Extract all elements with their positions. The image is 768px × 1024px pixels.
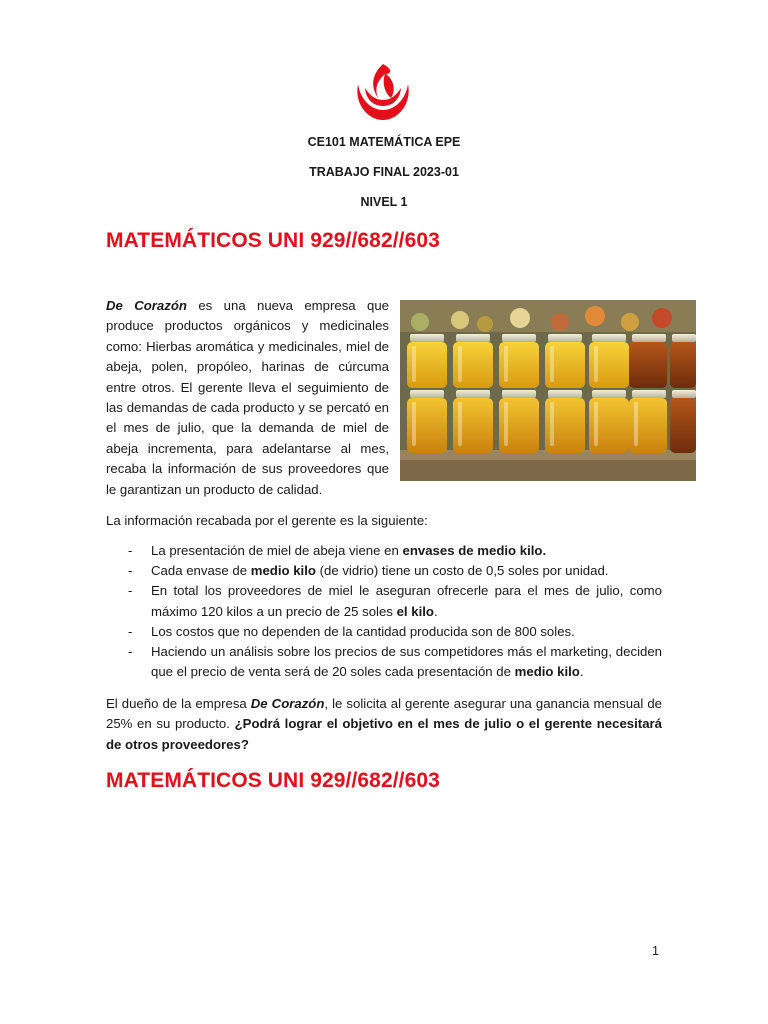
intro-paragraph [106, 296, 389, 500]
list-item: - La presentación de miel de abeja viene en envases de medio kilo. [128, 543, 547, 558]
level-title: NIVEL 1 [360, 195, 408, 209]
company-name: De Corazón [106, 298, 187, 313]
closing-paragraph: El dueño de la empresa De Corazón, le solicita al gerente asegurar una ganancia mensual de 25% en su producto. ¿Podrá lograr el objetivo en el mes de julio o el gerente necesitará de otros proveedores? [106, 696, 662, 752]
info-list [106, 541, 662, 682]
list-item: - Los costos que no dependen de la cantidad producida son de 800 soles. [128, 623, 575, 639]
honey-jars-photo [400, 300, 696, 481]
closing-question: ¿Podrá lograr el objetivo en el mes de julio o el gerente necesitará de otros proveedores? [106, 716, 662, 752]
flame-logo-icon [354, 62, 412, 122]
watermark-heading-top: MATEMÁTICOS UNI 929//682//603 [106, 229, 440, 252]
company-name: De Corazón [250, 696, 325, 711]
course-title: CE101 MATEMÁTICA EPE [307, 135, 461, 149]
watermark-heading-bottom: MATEMÁTICOS UNI 929//682//603 [106, 769, 440, 792]
info-intro: La información recabada por el gerente es la siguiente: [106, 513, 428, 528]
list-item: - Cada envase de medio kilo (de vidrio) tiene un costo de 0,5 soles por unidad. [128, 563, 609, 579]
intro-text: es una nueva empresa que produce productos orgánicos y medicinales como: Hierbas aromática y medicinales, miel de abeja, polen, propóleo, harinas de cúrcuma entre otros. El gerente lleva el seguimiento de las demandas de cada producto y se percató en el mes de julio, que la demanda de miel de abeja incrementa, para adelantarse al mes, recaba la información de sus proveedores que le garantizan un producto de calidad. [106, 298, 389, 497]
list-item: - Haciendo un análisis sobre los precios de sus competidores más el marketing, deciden que el precio de venta será de 20 soles cada presentación de medio kilo. [128, 644, 662, 680]
list-item: - En total los proveedores de miel le aseguran ofrecerle para el mes de julio, como máximo 120 kilos a un precio de 25 soles el kilo. [128, 583, 662, 619]
page-number: 1 [652, 944, 659, 958]
assignment-title: TRABAJO FINAL 2023-01 [309, 165, 459, 179]
